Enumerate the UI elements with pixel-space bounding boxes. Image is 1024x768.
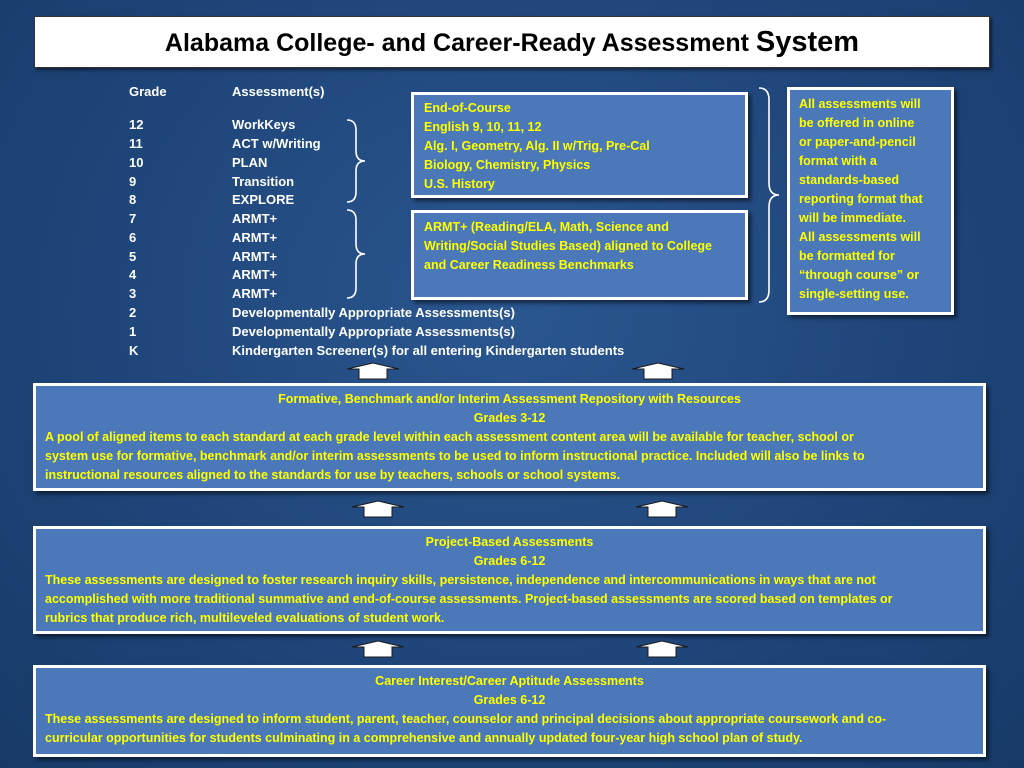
brace-high-school-icon xyxy=(344,118,368,204)
armt-line: ARMT+ (Reading/ELA, Math, Science and xyxy=(424,220,669,234)
grade-cell: K xyxy=(129,343,139,358)
formative-title: Formative, Benchmark and/or Interim Assessment Repository with Resources xyxy=(278,392,741,406)
assessment-cell: ARMT+ xyxy=(232,286,278,301)
eoc-line: End-of-Course xyxy=(424,101,511,115)
career-line: curricular opportunities for students culminating in a comprehensive and annually updated four-year high school plan of study. xyxy=(45,731,803,745)
up-arrow-icon xyxy=(634,500,690,518)
assessment-cell: Transition xyxy=(232,174,295,189)
note-line: standards-based xyxy=(799,173,900,187)
assessment-cell: EXPLORE xyxy=(232,192,295,207)
formative-line: system use for formative, benchmark and/or interim assessments to be used to inform instructional practice. Included will also be links to xyxy=(45,449,865,463)
assessment-cell: ACT w/Writing xyxy=(232,136,321,151)
assessment-cell: ARMT+ xyxy=(232,211,278,226)
career-line: These assessments are designed to inform student, parent, teacher, counselor and principal decisions about appropriate coursework and co- xyxy=(45,712,887,726)
career-grades: Grades 6-12 xyxy=(473,693,546,707)
grade-cell: 5 xyxy=(129,249,137,264)
up-arrow-icon xyxy=(634,640,690,658)
grade-cell: 10 xyxy=(129,155,144,170)
assessment-cell: Developmentally Appropriate Assessments(s) xyxy=(232,324,515,339)
end-of-course-box xyxy=(411,92,748,198)
grade-cell: 9 xyxy=(129,174,137,189)
up-arrow-icon xyxy=(350,500,406,518)
note-line: be offered in online xyxy=(799,116,915,130)
grade-cell: 4 xyxy=(129,267,137,282)
assessment-cell: WorkKeys xyxy=(232,117,296,132)
grade-header: Grade xyxy=(129,84,167,99)
grade-cell: 8 xyxy=(129,192,137,207)
assessment-cell: ARMT+ xyxy=(232,249,278,264)
formative-assessment-box xyxy=(33,383,986,491)
note-line: All assessments will xyxy=(799,97,921,111)
up-arrow-icon xyxy=(630,362,686,380)
note-line: or paper-and-pencil xyxy=(799,135,916,149)
note-line: “through course” or xyxy=(799,268,920,282)
eoc-line: Alg. I, Geometry, Alg. II w/Trig, Pre-Cal xyxy=(424,139,650,153)
project-grades: Grades 6-12 xyxy=(473,554,546,568)
note-line: single-setting use. xyxy=(799,287,909,301)
note-line: will be immediate. xyxy=(799,211,906,225)
eoc-line: English 9, 10, 11, 12 xyxy=(424,120,542,134)
note-line: be formatted for xyxy=(799,249,895,263)
assessment-header: Assessment(s) xyxy=(232,84,325,99)
career-title: Career Interest/Career Aptitude Assessments xyxy=(375,674,644,688)
brace-armt-icon xyxy=(344,208,368,300)
title-box xyxy=(34,16,990,68)
formative-line: A pool of aligned items to each standard at each grade level within each assessment content area will be available for teacher, school or xyxy=(45,430,854,444)
assessment-cell: PLAN xyxy=(232,155,268,170)
grade-cell: 6 xyxy=(129,230,137,245)
project-based-assessment-box xyxy=(33,526,986,634)
project-line: These assessments are designed to foster research inquiry skills, persistence, independence and intercommunications in ways that are not xyxy=(45,573,876,587)
up-arrow-icon xyxy=(345,362,401,380)
note-line: All assessments will xyxy=(799,230,921,244)
armt-line: and Career Readiness Benchmarks xyxy=(424,258,634,272)
grade-cell: 7 xyxy=(129,211,137,226)
up-arrow-icon xyxy=(350,640,406,658)
grade-cell: 11 xyxy=(129,136,143,151)
note-line: reporting format that xyxy=(799,192,923,206)
formative-line: instructional resources aligned to the standards for use by teachers, schools or school systems. xyxy=(45,468,621,482)
assessment-cell: Kindergarten Screener(s) for all entering Kindergarten students xyxy=(232,343,625,358)
project-title: Project-Based Assessments xyxy=(425,535,594,549)
grade-cell: 1 xyxy=(129,324,137,339)
grade-cell: 3 xyxy=(129,286,137,301)
armt-line: Writing/Social Studies Based) aligned to College xyxy=(424,239,713,253)
project-line: accomplished with more traditional summative and end-of-course assessments. Project-based assessments are scored based on templates or xyxy=(45,592,893,606)
eoc-line: Biology, Chemistry, Physics xyxy=(424,158,591,172)
assessment-cell: ARMT+ xyxy=(232,267,278,282)
grade-cell: 2 xyxy=(129,305,137,320)
page-title: Alabama College- and Career-Ready Assessment System xyxy=(164,25,860,58)
formative-grades: Grades 3-12 xyxy=(473,411,546,425)
eoc-line: U.S. History xyxy=(424,177,495,191)
assessment-cell: ARMT+ xyxy=(232,230,278,245)
armt-box xyxy=(411,210,748,300)
grade-cell: 12 xyxy=(129,117,144,132)
note-line: format with a xyxy=(799,154,877,168)
career-assessment-box xyxy=(33,665,986,757)
assessment-note-box xyxy=(787,87,954,315)
project-line: rubrics that produce rich, multileveled evaluations of student work. xyxy=(45,611,445,625)
assessment-cell: Developmentally Appropriate Assessments(s) xyxy=(232,305,515,320)
brace-right-icon xyxy=(756,86,782,304)
